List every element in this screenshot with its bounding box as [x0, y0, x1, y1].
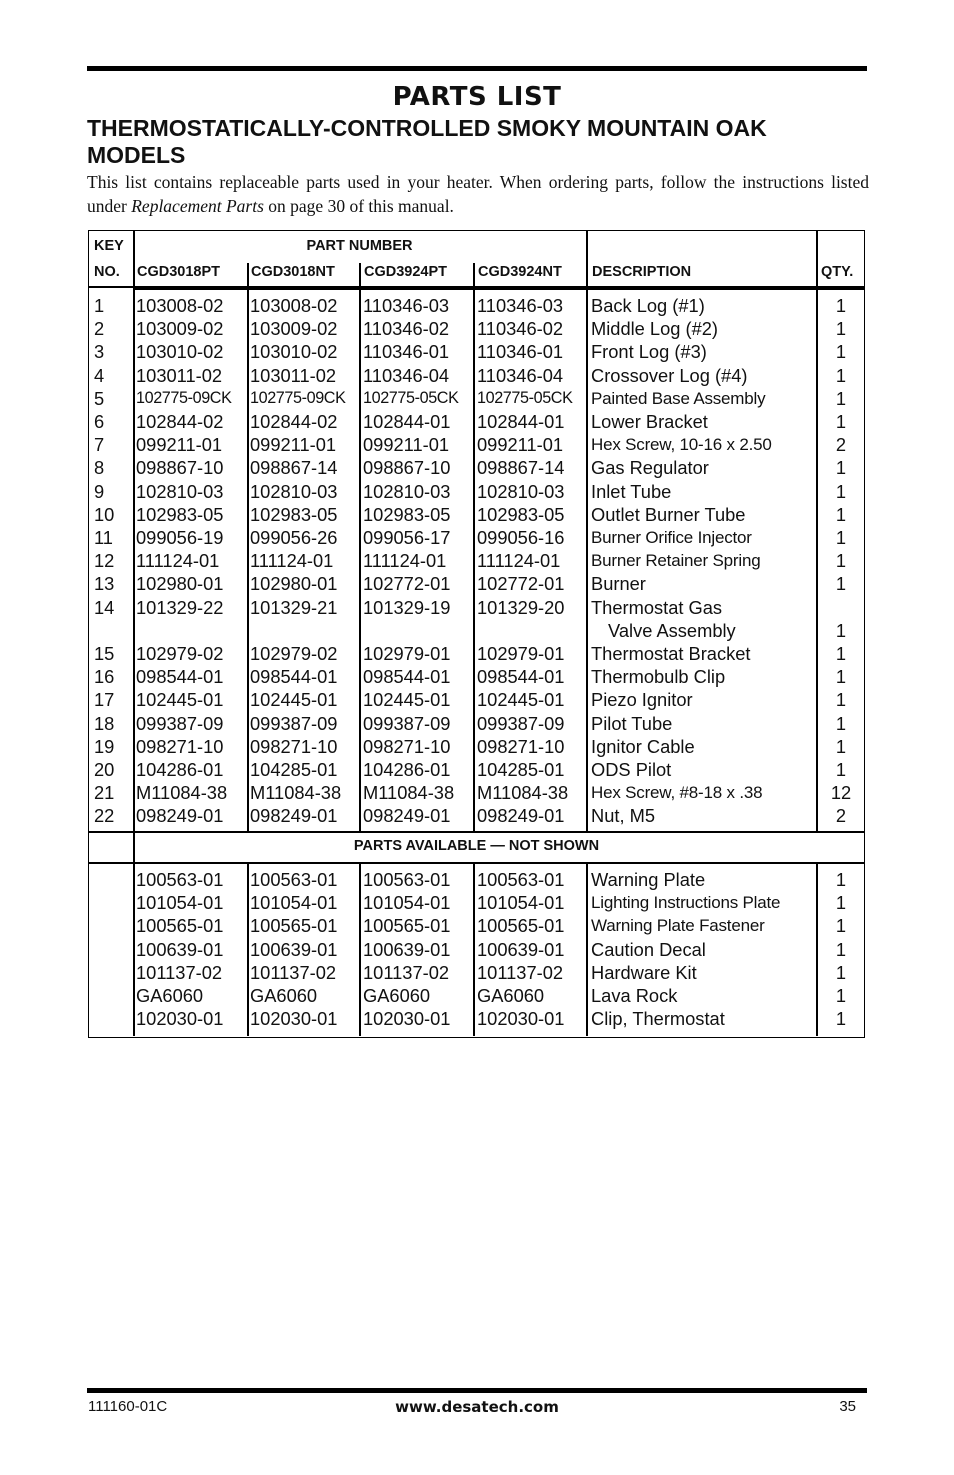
part-cgd3018pt: 102810-03 — [136, 480, 224, 502]
part-cgd3018nt: 100563-01 — [250, 869, 338, 890]
key-number: 4 — [94, 364, 105, 386]
intro-paragraph — [87, 170, 869, 218]
no-header: NO. — [94, 264, 120, 280]
part-cgd3018pt: 100563-01 — [136, 869, 224, 890]
key-number: 9 — [94, 480, 105, 502]
quantity: 1 — [835, 666, 847, 688]
quantity: 1 — [835, 480, 847, 502]
quantity: 1 — [835, 735, 847, 757]
top-rule — [87, 66, 867, 71]
part-cgd3018pt: M11084-38 — [136, 782, 228, 804]
quantity: 1 — [835, 1008, 847, 1030]
description: Outlet Burner Tube — [591, 503, 746, 525]
description: Painted Base Assembly — [591, 388, 766, 408]
part-number-header: PART NUMBER — [306, 238, 413, 254]
part-cgd3924pt: 099056-17 — [363, 527, 451, 548]
description: Hex Screw, #8-18 x .38 — [591, 783, 763, 803]
key-number: 2 — [94, 318, 105, 340]
part-cgd3018pt: 101137-02 — [136, 961, 223, 983]
part-cgd3924pt: 099387-09 — [363, 712, 451, 734]
bottom-rule — [87, 1388, 867, 1393]
description: Pilot Tube — [591, 712, 673, 734]
part-cgd3018pt: 102030-01 — [136, 1008, 224, 1030]
part-cgd3924pt: 100563-01 — [363, 869, 451, 890]
description: Clip, Thermostat — [591, 1008, 725, 1030]
key-number: 15 — [94, 643, 115, 664]
quantity: 1 — [835, 318, 847, 340]
description: Lighting Instructions Plate — [591, 893, 781, 913]
model-header-cgd3018nt: CGD3018NT — [251, 264, 335, 280]
part-cgd3018pt: 098271-10 — [136, 735, 224, 757]
part-cgd3924pt: 099211-01 — [363, 434, 450, 456]
model-header-cgd3018pt: CGD3018PT — [137, 264, 221, 280]
part-cgd3924pt: 102983-05 — [363, 503, 451, 525]
quantity: 1 — [835, 457, 847, 479]
model-header-cgd3924nt: CGD3924NT — [478, 264, 562, 280]
description: Warning Plate Fastener — [591, 916, 765, 936]
quantity: 1 — [835, 550, 847, 572]
key-number: 19 — [94, 735, 115, 757]
part-cgd3924nt: 102844-01 — [477, 411, 565, 432]
part-cgd3018nt: GA6060 — [250, 985, 318, 1006]
description: Burner — [591, 573, 646, 595]
section-rule — [89, 831, 864, 833]
parts-table — [88, 230, 865, 1038]
description: Burner Orifice Injector — [591, 528, 752, 547]
part-cgd3018pt: 111124-01 — [136, 550, 220, 572]
part-cgd3018nt: 100565-01 — [250, 915, 338, 937]
part-cgd3018nt: 102980-01 — [250, 573, 338, 595]
part-cgd3924pt: 102030-01 — [363, 1008, 451, 1030]
part-cgd3924pt: 110346-01 — [363, 341, 450, 363]
quantity: 1 — [835, 869, 847, 890]
part-cgd3018pt: GA6060 — [136, 985, 204, 1006]
intro-text-end: on page 30 of this manual. — [263, 196, 454, 216]
quantity: 1 — [835, 915, 847, 937]
quantity: 1 — [835, 527, 847, 548]
part-cgd3924pt: 110346-04 — [363, 364, 450, 386]
part-cgd3018pt: 102844-02 — [136, 411, 224, 432]
part-cgd3924pt: 102445-01 — [363, 689, 451, 711]
part-cgd3018pt: 098249-01 — [136, 805, 224, 827]
part-cgd3924nt: 101054-01 — [477, 892, 565, 914]
key-number: 1 — [94, 295, 105, 316]
part-cgd3924nt: 098867-14 — [477, 457, 565, 479]
part-cgd3018nt: 098867-14 — [250, 457, 338, 479]
quantity: 1 — [835, 341, 847, 363]
part-cgd3018pt: 100565-01 — [136, 915, 224, 937]
part-cgd3018nt: 099211-01 — [250, 434, 337, 456]
part-cgd3018pt: 102445-01 — [136, 689, 224, 711]
page-number: 35 — [839, 1398, 856, 1415]
column-divider — [133, 231, 135, 1036]
quantity: 1 — [835, 961, 847, 983]
part-cgd3924nt: 098249-01 — [477, 805, 565, 827]
part-cgd3018pt: 102775-09CK — [136, 388, 232, 407]
part-cgd3018pt: 101054-01 — [136, 892, 224, 914]
part-cgd3018pt: 103008-02 — [136, 295, 224, 316]
quantity: 1 — [835, 712, 847, 734]
part-cgd3924pt: M11084-38 — [363, 782, 455, 804]
part-cgd3018nt: 103009-02 — [250, 318, 338, 340]
part-cgd3924nt: 098544-01 — [477, 666, 565, 688]
description-continued: Valve Assembly — [608, 619, 736, 641]
quantity: 1 — [835, 985, 847, 1006]
part-cgd3924pt: 102810-03 — [363, 480, 451, 502]
part-cgd3018pt: 102979-02 — [136, 643, 224, 664]
column-divider — [586, 231, 588, 831]
quantity: 1 — [835, 689, 847, 711]
header-rule-double — [133, 288, 864, 290]
part-cgd3924nt: 111124-01 — [477, 550, 561, 572]
quantity: 12 — [830, 782, 852, 804]
quantity: 1 — [835, 619, 847, 641]
key-number: 3 — [94, 341, 105, 363]
description-header: DESCRIPTION — [592, 264, 692, 280]
part-cgd3924pt: 101137-02 — [363, 961, 450, 983]
description: Thermobulb Clip — [591, 666, 726, 688]
part-cgd3924pt: 102844-01 — [363, 411, 451, 432]
part-cgd3018nt: 102445-01 — [250, 689, 338, 711]
page-title: PARTS LIST — [392, 82, 562, 112]
part-cgd3924pt: 100565-01 — [363, 915, 451, 937]
description: Back Log (#1) — [591, 295, 705, 316]
part-cgd3924pt: 098867-10 — [363, 457, 451, 479]
key-number: 18 — [94, 712, 115, 734]
quantity: 1 — [835, 387, 847, 409]
part-cgd3018nt: 099387-09 — [250, 712, 338, 734]
key-number: 14 — [94, 596, 115, 618]
part-cgd3018pt: 100639-01 — [136, 938, 224, 960]
part-cgd3924pt: 104286-01 — [363, 759, 451, 780]
key-number: 13 — [94, 573, 115, 595]
key-number: 21 — [94, 782, 115, 804]
part-cgd3924nt: 110346-01 — [477, 341, 564, 363]
key-number: 20 — [94, 759, 115, 780]
key-number: 7 — [94, 434, 105, 456]
description: Caution Decal — [591, 938, 706, 960]
description: Front Log (#3) — [591, 341, 707, 363]
part-cgd3018pt: 103010-02 — [136, 341, 224, 363]
part-cgd3924nt: 110346-04 — [477, 364, 564, 386]
description: Nut, M5 — [591, 805, 656, 827]
model-header-cgd3924pt: CGD3924PT — [364, 264, 448, 280]
quantity: 1 — [835, 643, 847, 664]
part-cgd3924pt: 098249-01 — [363, 805, 451, 827]
description: Lower Bracket — [591, 411, 708, 432]
part-cgd3924nt: 102775-05CK — [477, 388, 573, 407]
part-cgd3018nt: 102844-02 — [250, 411, 338, 432]
part-cgd3924pt: 102772-01 — [363, 573, 451, 595]
part-cgd3924pt: 110346-02 — [363, 318, 450, 340]
part-cgd3924nt: 102983-05 — [477, 503, 565, 525]
part-cgd3924pt: 098271-10 — [363, 735, 451, 757]
column-divider — [359, 263, 361, 831]
description: Crossover Log (#4) — [591, 364, 748, 386]
quantity: 1 — [835, 503, 847, 525]
part-cgd3018nt: 102983-05 — [250, 503, 338, 525]
description: Thermostat Bracket — [591, 643, 751, 664]
quantity: 1 — [835, 573, 847, 595]
key-number: 17 — [94, 689, 115, 711]
part-cgd3924pt: 100639-01 — [363, 938, 451, 960]
description: ODS Pilot — [591, 759, 672, 780]
part-cgd3924pt: 101054-01 — [363, 892, 451, 914]
part-cgd3018nt: 101054-01 — [250, 892, 338, 914]
key-header: KEY — [94, 238, 124, 254]
part-cgd3924nt: 099211-01 — [477, 434, 564, 456]
key-number: 5 — [94, 387, 105, 409]
description: Piezo Ignitor — [591, 689, 693, 711]
part-cgd3924pt: 098544-01 — [363, 666, 451, 688]
quantity: 1 — [835, 938, 847, 960]
key-number: 11 — [94, 527, 113, 548]
part-cgd3018nt: 098249-01 — [250, 805, 338, 827]
part-cgd3924pt: 110346-03 — [363, 295, 450, 316]
part-cgd3924nt: GA6060 — [477, 985, 545, 1006]
part-cgd3924nt: 101137-02 — [477, 961, 564, 983]
part-cgd3924nt: 102810-03 — [477, 480, 565, 502]
part-cgd3018nt: 102775-09CK — [250, 388, 346, 407]
key-number: 10 — [94, 503, 115, 525]
part-cgd3924nt: 102445-01 — [477, 689, 565, 711]
description: Ignitor Cable — [591, 735, 695, 757]
part-cgd3018nt: 098271-10 — [250, 735, 338, 757]
part-cgd3018nt: 102030-01 — [250, 1008, 338, 1030]
part-cgd3018nt: 104285-01 — [250, 759, 338, 780]
part-cgd3924nt: 098271-10 — [477, 735, 565, 757]
quantity: 2 — [835, 805, 847, 827]
part-cgd3018nt: M11084-38 — [250, 782, 342, 804]
column-divider — [359, 862, 361, 1036]
document-number: 111160-01C — [88, 1398, 168, 1415]
part-cgd3924nt: 102979-01 — [477, 643, 565, 664]
intro-text-start: This list contains replaceable parts used in your heater. When ordering parts, follow the instructions listed under — [87, 172, 869, 216]
part-cgd3924nt: 100565-01 — [477, 915, 565, 937]
quantity: 1 — [835, 759, 847, 780]
part-cgd3018nt: 101137-02 — [250, 961, 337, 983]
part-cgd3018nt: 103011-02 — [250, 364, 337, 386]
part-cgd3924pt: GA6060 — [363, 985, 431, 1006]
key-number: 16 — [94, 666, 115, 688]
description: Burner Retainer Spring — [591, 551, 761, 571]
part-cgd3018nt: 111124-01 — [250, 550, 334, 572]
column-divider — [473, 263, 475, 831]
part-cgd3018nt: 100639-01 — [250, 938, 338, 960]
part-cgd3924nt: M11084-38 — [477, 782, 569, 804]
part-cgd3018nt: 103008-02 — [250, 295, 338, 316]
part-cgd3924nt: 104285-01 — [477, 759, 565, 780]
description: Inlet Tube — [591, 480, 672, 502]
description: Warning Plate — [591, 869, 706, 890]
key-number: 6 — [94, 411, 105, 432]
column-divider — [247, 862, 249, 1036]
part-cgd3924nt: 099056-16 — [477, 527, 565, 548]
part-cgd3924nt: 100563-01 — [477, 869, 565, 890]
section-rule — [89, 862, 864, 864]
part-cgd3924pt: 102775-05CK — [363, 388, 459, 407]
part-cgd3924nt: 110346-03 — [477, 295, 564, 316]
part-cgd3018pt: 102983-05 — [136, 503, 224, 525]
description: Gas Regulator — [591, 457, 709, 479]
part-cgd3018pt: 104286-01 — [136, 759, 224, 780]
quantity: 1 — [835, 364, 847, 386]
description: Middle Log (#2) — [591, 318, 719, 340]
key-number: 22 — [94, 805, 115, 827]
part-cgd3018pt: 099056-19 — [136, 527, 224, 548]
part-cgd3018nt: 101329-21 — [250, 596, 338, 618]
part-cgd3018pt: 102980-01 — [136, 573, 224, 595]
column-divider — [247, 263, 249, 831]
part-cgd3924pt: 111124-01 — [363, 550, 447, 572]
part-cgd3018nt: 102810-03 — [250, 480, 338, 502]
qty-header: QTY. — [821, 264, 854, 280]
key-number: 12 — [94, 550, 115, 572]
section-subtitle: THERMOSTATICALLY-CONTROLLED SMOKY MOUNTAIN OAK MODELS — [87, 115, 767, 168]
description: Thermostat Gas — [591, 596, 723, 618]
description: Hardware Kit — [591, 961, 697, 983]
part-cgd3018nt: 102979-02 — [250, 643, 338, 664]
column-divider — [473, 862, 475, 1036]
description: Lava Rock — [591, 985, 678, 1006]
part-cgd3018nt: 098544-01 — [250, 666, 338, 688]
part-cgd3924nt: 110346-02 — [477, 318, 564, 340]
intro-italic-reference: Replacement Parts — [131, 196, 264, 216]
part-cgd3924nt: 099387-09 — [477, 712, 565, 734]
part-cgd3924nt: 102030-01 — [477, 1008, 565, 1030]
not-shown-label: PARTS AVAILABLE — NOT SHOWN — [353, 838, 600, 854]
part-cgd3018pt: 103009-02 — [136, 318, 224, 340]
quantity: 1 — [835, 892, 847, 914]
part-cgd3018pt: 103011-02 — [136, 364, 223, 386]
column-divider — [586, 862, 588, 1036]
key-number: 8 — [94, 457, 105, 479]
part-cgd3924nt: 101329-20 — [477, 596, 565, 618]
part-cgd3018pt: 098544-01 — [136, 666, 224, 688]
quantity: 1 — [835, 295, 847, 316]
quantity: 2 — [835, 434, 847, 456]
part-cgd3018nt: 099056-26 — [250, 527, 338, 548]
description: Hex Screw, 10-16 x 2.50 — [591, 435, 772, 455]
part-cgd3018nt: 103010-02 — [250, 341, 338, 363]
part-cgd3018pt: 101329-22 — [136, 596, 224, 618]
part-cgd3018pt: 099387-09 — [136, 712, 224, 734]
website-link[interactable]: www.desatech.com — [395, 1398, 559, 1416]
quantity: 1 — [835, 411, 847, 432]
part-cgd3924pt: 102979-01 — [363, 643, 451, 664]
part-cgd3924nt: 102772-01 — [477, 573, 565, 595]
part-cgd3018pt: 098867-10 — [136, 457, 224, 479]
part-cgd3924nt: 100639-01 — [477, 938, 565, 960]
part-cgd3924pt: 101329-19 — [363, 596, 451, 618]
part-cgd3018pt: 099211-01 — [136, 434, 223, 456]
